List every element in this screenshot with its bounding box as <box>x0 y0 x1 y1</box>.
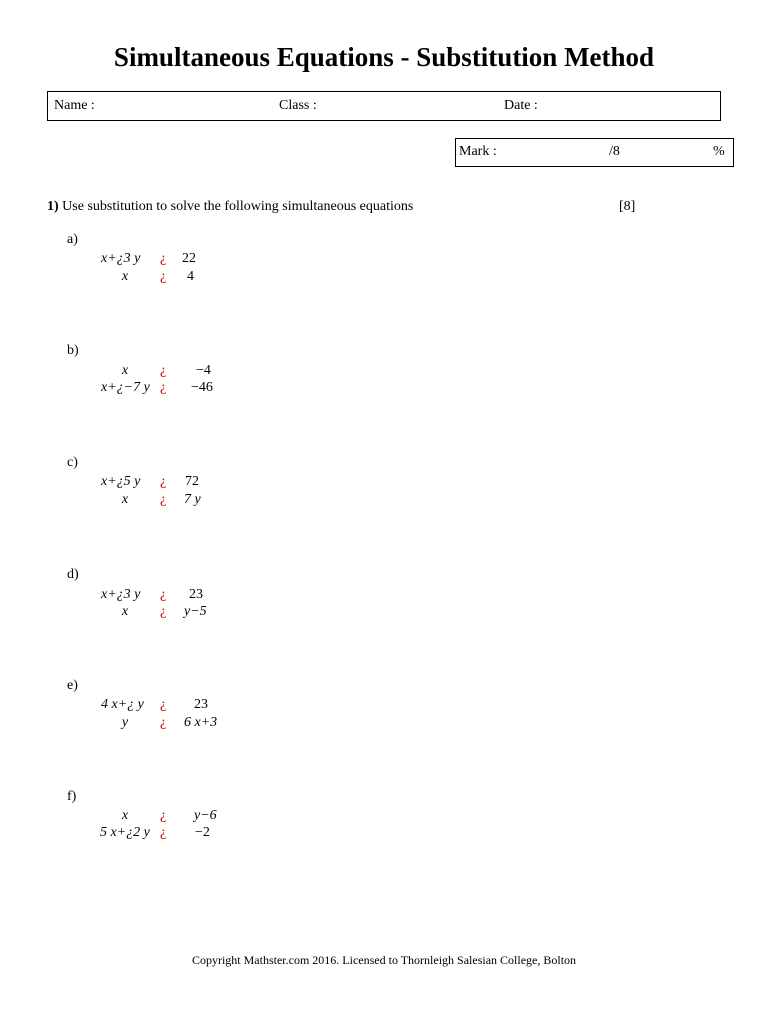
equation-rhs: 6 x+3 <box>184 715 218 730</box>
worksheet-title: Simultaneous Equations - Substitution Method <box>113 42 655 72</box>
mark-box <box>455 138 734 167</box>
equals-symbol: ¿ <box>160 715 167 730</box>
equation-lhs: y <box>121 715 129 730</box>
part-f <box>0 789 300 879</box>
question-text: Use substitution to solve the following simultaneous equations <box>58 199 414 214</box>
equation-rhs: −4 <box>196 363 211 378</box>
equation-lhs: x+¿3 y <box>101 251 141 266</box>
equation-lhs: x <box>121 808 129 823</box>
question-marks: [8] <box>619 199 636 214</box>
equals-symbol: ¿ <box>160 697 167 712</box>
part-label: f) <box>67 789 77 804</box>
equation-2 <box>96 825 296 843</box>
equation-1 <box>96 251 296 269</box>
part-label: a) <box>67 232 78 247</box>
equation-lhs: x+¿5 y <box>101 474 141 489</box>
equation-2 <box>96 604 296 622</box>
part-label: e) <box>67 678 78 693</box>
equation-rhs: 22 <box>182 251 196 266</box>
part-e <box>0 678 300 768</box>
mark-out-of: /8 <box>609 144 620 159</box>
mark-percent: % <box>713 144 725 159</box>
equation-lhs: x <box>121 492 129 507</box>
equation-1 <box>96 808 296 826</box>
equals-symbol: ¿ <box>160 825 167 840</box>
equation-rhs: y−6 <box>194 808 217 823</box>
equation-lhs: x <box>121 269 129 284</box>
equals-symbol: ¿ <box>160 474 167 489</box>
equals-symbol: ¿ <box>160 492 167 507</box>
equation-2 <box>96 492 296 510</box>
equation-lhs: 5 x+¿2 y <box>100 825 150 840</box>
equation-lhs: x+¿3 y <box>101 587 141 602</box>
equation-lhs: x <box>121 363 129 378</box>
question-1 <box>47 199 413 215</box>
part-label: d) <box>67 567 79 582</box>
equals-symbol: ¿ <box>160 363 167 378</box>
equation-rhs: 7 y <box>184 492 201 507</box>
question-number: 1) <box>47 199 59 214</box>
equation-rhs: −2 <box>195 825 210 840</box>
equation-rhs: −46 <box>191 380 213 395</box>
equals-symbol: ¿ <box>160 269 167 284</box>
equation-lhs: 4 x+¿ y <box>101 697 144 712</box>
equation-rhs: 23 <box>189 587 203 602</box>
equation-2 <box>96 269 296 287</box>
part-label: b) <box>67 343 79 358</box>
equation-1 <box>96 474 296 492</box>
equation-1 <box>96 363 296 381</box>
part-b <box>0 343 300 433</box>
equation-rhs: 72 <box>185 474 199 489</box>
equation-rhs: 23 <box>194 697 208 712</box>
part-d <box>0 567 300 657</box>
part-label: c) <box>67 455 78 470</box>
equals-symbol: ¿ <box>160 380 167 395</box>
name-label: Name : <box>54 98 95 113</box>
part-c <box>0 455 300 545</box>
copyright-footer: Copyright Mathster.com 2016. Licensed to Thornleigh Salesian College, Bolton <box>191 953 577 967</box>
mark-label: Mark : <box>459 144 497 159</box>
date-label: Date : <box>504 98 538 113</box>
equation-lhs: x <box>121 604 129 619</box>
equation-rhs: 4 <box>187 269 194 284</box>
part-a <box>0 232 300 322</box>
equation-1 <box>96 587 296 605</box>
equation-1 <box>96 697 296 715</box>
equation-2 <box>96 380 296 398</box>
equals-symbol: ¿ <box>160 808 167 823</box>
equals-symbol: ¿ <box>160 587 167 602</box>
equals-symbol: ¿ <box>160 604 167 619</box>
equals-symbol: ¿ <box>160 251 167 266</box>
equation-2 <box>96 715 296 733</box>
equation-lhs: x+¿−7 y <box>101 380 150 395</box>
class-label: Class : <box>279 98 317 113</box>
student-info-box <box>47 91 721 121</box>
equation-rhs: y−5 <box>184 604 207 619</box>
